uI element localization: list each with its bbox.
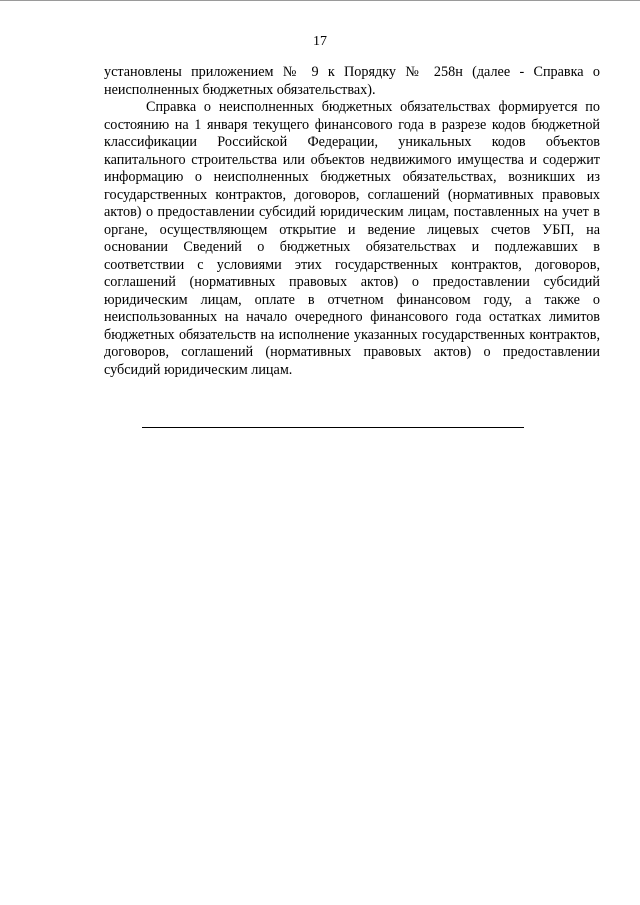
paragraph-spravka-description: Справка о неисполненных бюджетных обязательствах формируется по состоянию на 1 января текущего финансового года в разрезе кодов бюджетной классификации Российской Федерации, уникальных кодов объектов капитального строительства или объектов недвижимого имущества и содержит информацию о неисполненных бюджетных обязательствах, возникших из государственных контрактов, договоров, соглашений (нормативных правовых актов) о предоставлении субсидий юридическим лицам, поставленных на учет в органе, осуществляющем открытие и ведение лицевых счетов УБП, на основании Сведений о бюджетных обязательствах и подлежавших в соответствии с условиями этих государственных контрактов, договоров, соглашений (нормативных правовых актов) о предоставлении субсидий юридическим лицам, оплате в отчетном финансовом году, а также о неиспользованных на начало очередного финансового года остатках лимитов бюджетных обязательств на исполнение указанных государственных контрактов, договоров, соглашений (нормативных правовых актов) о предоставлении субсидий юридическим лицам. xyxy=(104,99,600,378)
page-top-edge xyxy=(0,0,640,1)
closing-divider-line xyxy=(142,427,524,428)
page-number: 17 xyxy=(313,34,327,49)
document-body xyxy=(104,64,600,379)
paragraph-continuation: установлены приложением № 9 к Порядку № 258н (далее - Справка о неисполненных бюджетных обязательствах). xyxy=(104,64,600,98)
